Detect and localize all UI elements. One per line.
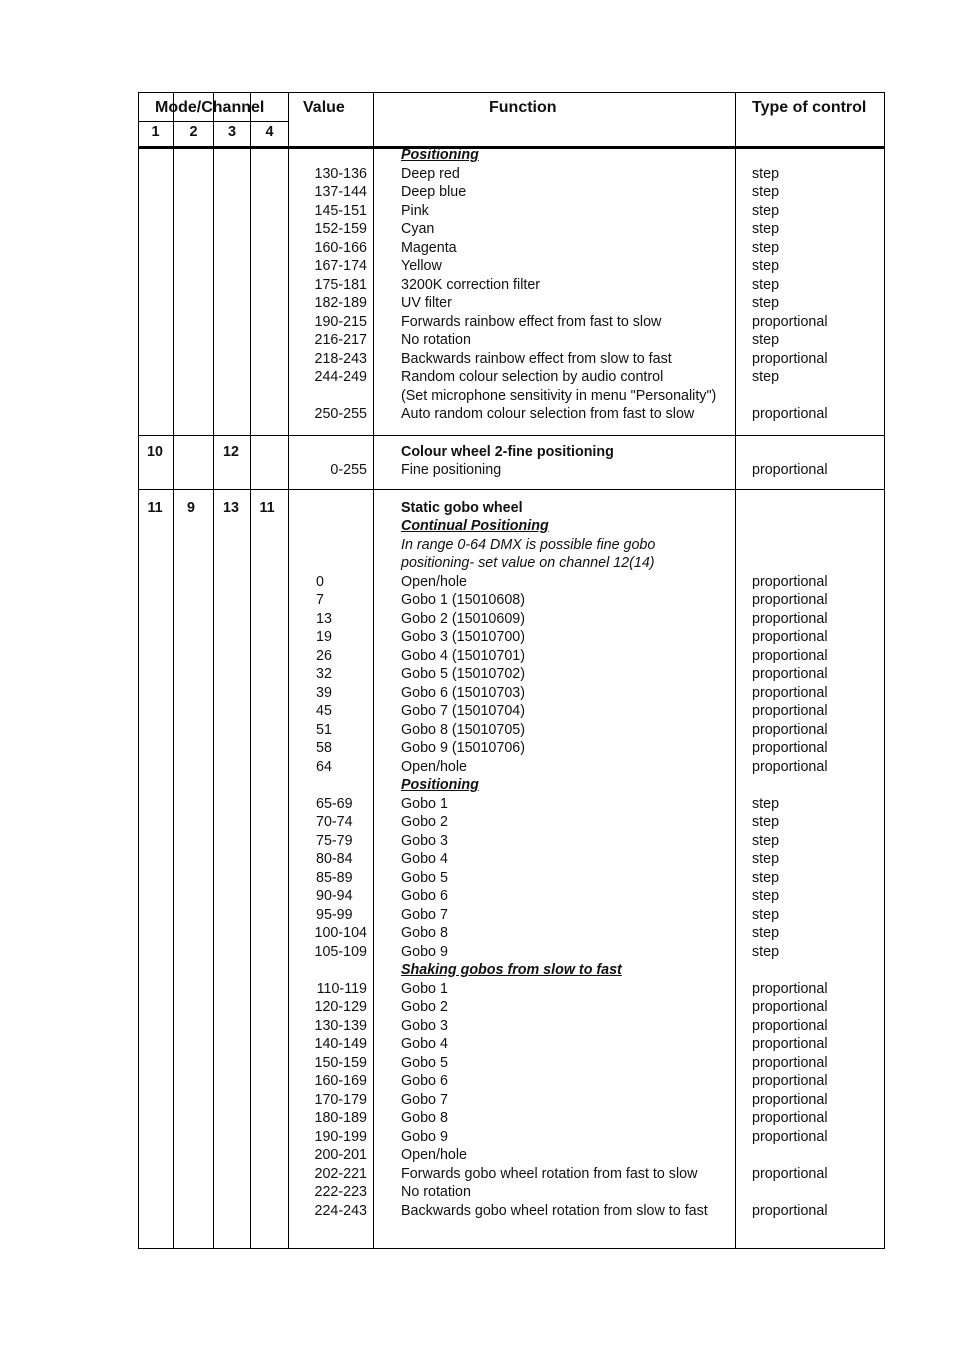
table-row xyxy=(0,702,954,721)
function-text: Gobo 2 xyxy=(401,814,448,830)
dmx-value: 58 xyxy=(316,740,332,756)
function-text: Gobo 7 (15010704) xyxy=(401,703,526,719)
function-text: Deep blue xyxy=(401,184,467,200)
channel-number: 10 xyxy=(147,443,163,460)
table-row xyxy=(0,146,954,165)
control-type: proportional xyxy=(752,573,828,590)
table-row xyxy=(0,536,954,555)
control-type: step xyxy=(752,295,780,311)
dmx-value: 100-104 xyxy=(314,925,367,941)
dmx-value: 26 xyxy=(316,647,332,664)
table-row xyxy=(0,943,954,962)
function-text: Positioning xyxy=(401,777,479,793)
table-row xyxy=(0,758,954,777)
table-row xyxy=(0,350,954,369)
control-type: step xyxy=(752,276,780,293)
function-text: Gobo 6 (15010703) xyxy=(401,684,526,701)
dmx-value: 130-139 xyxy=(314,1017,367,1034)
table-row xyxy=(0,405,954,424)
channel-number: 12 xyxy=(223,443,239,460)
table-row xyxy=(0,1128,954,1147)
function-text: Gobo 3 xyxy=(401,1017,448,1034)
header-mode-channel: Mode/Channel xyxy=(155,99,265,116)
dmx-value: 75-79 xyxy=(316,832,353,849)
dmx-value: 137-144 xyxy=(314,184,367,200)
control-type: step xyxy=(752,221,780,237)
control-type: proportional xyxy=(752,1036,828,1052)
table-row xyxy=(0,1072,954,1091)
dmx-value: 0 xyxy=(316,573,324,590)
function-text: positioning- set value on channel 12(14) xyxy=(401,555,655,571)
control-type: step xyxy=(752,851,780,867)
function-text: Open/hole xyxy=(401,1147,467,1163)
dmx-value: 182-189 xyxy=(314,295,367,311)
header-mode-4: 4 xyxy=(265,124,274,140)
dmx-value: 200-201 xyxy=(314,1147,367,1163)
function-text: Cyan xyxy=(401,221,435,237)
table-row xyxy=(0,239,954,258)
function-text: Gobo 9 xyxy=(401,943,448,960)
table-row xyxy=(0,850,954,869)
table-row xyxy=(0,443,954,462)
function-text: Positioning xyxy=(401,147,479,163)
function-text: Gobo 6 xyxy=(401,1073,448,1089)
control-type: proportional xyxy=(752,313,828,330)
control-type: step xyxy=(752,184,780,200)
control-type: step xyxy=(752,832,780,849)
dmx-value: 85-89 xyxy=(316,869,353,886)
dmx-value: 216-217 xyxy=(314,332,367,348)
control-type: step xyxy=(752,258,780,274)
table-row xyxy=(0,832,954,851)
dmx-value: 152-159 xyxy=(314,221,367,237)
function-text: Open/hole xyxy=(401,573,467,590)
function-text: Gobo 1 xyxy=(401,795,448,812)
function-text: Backwards rainbow effect from slow to fast xyxy=(401,350,672,367)
control-type: proportional xyxy=(752,1202,828,1219)
function-text: Gobo 4 (15010701) xyxy=(401,647,526,664)
header-value: Value xyxy=(303,99,345,116)
dmx-value: 180-189 xyxy=(314,1110,367,1126)
dmx-value: 190-199 xyxy=(314,1128,367,1145)
function-text: Gobo 2 (15010609) xyxy=(401,610,526,627)
control-type: step xyxy=(752,814,780,830)
control-type: proportional xyxy=(752,1073,828,1089)
channel-number: 11 xyxy=(259,499,275,516)
table-row xyxy=(0,610,954,629)
control-type: proportional xyxy=(752,1017,828,1034)
control-type: proportional xyxy=(752,610,828,627)
table-row xyxy=(0,906,954,925)
function-text: Fine positioning xyxy=(401,462,502,478)
control-type: proportional xyxy=(752,758,828,775)
function-text: Gobo 9 (15010706) xyxy=(401,740,526,756)
control-type: proportional xyxy=(752,703,828,719)
channel-number: 13 xyxy=(223,499,239,516)
control-type: step xyxy=(752,906,780,923)
dmx-value: 150-159 xyxy=(314,1054,367,1071)
table-row xyxy=(0,647,954,666)
table-row xyxy=(0,591,954,610)
control-type: proportional xyxy=(752,1054,828,1071)
function-text: Gobo 5 xyxy=(401,1054,448,1071)
table-row xyxy=(0,1109,954,1128)
table-row xyxy=(0,313,954,332)
table-row xyxy=(0,1054,954,1073)
table-row xyxy=(0,499,954,518)
table-row xyxy=(0,887,954,906)
table-row xyxy=(0,924,954,943)
dmx-value: 95-99 xyxy=(316,906,353,923)
control-type: proportional xyxy=(752,350,828,367)
function-text: No rotation xyxy=(401,1184,471,1200)
section-separator-1 xyxy=(138,435,885,436)
table-row xyxy=(0,573,954,592)
control-type: step xyxy=(752,869,780,886)
control-type: step xyxy=(752,332,780,348)
table-row xyxy=(0,1035,954,1054)
control-type: step xyxy=(752,202,780,219)
function-text: Magenta xyxy=(401,239,457,256)
table-row xyxy=(0,517,954,536)
table-row xyxy=(0,165,954,184)
function-text: Yellow xyxy=(401,258,442,274)
dmx-value: 70-74 xyxy=(316,814,353,830)
table-row xyxy=(0,665,954,684)
table-row xyxy=(0,1165,954,1184)
dmx-value: 64 xyxy=(316,758,332,775)
control-type: proportional xyxy=(752,629,828,645)
table-row xyxy=(0,980,954,999)
dmx-value: 13 xyxy=(316,610,332,627)
table-row xyxy=(0,998,954,1017)
control-type: proportional xyxy=(752,1091,828,1108)
control-type: proportional xyxy=(752,647,828,664)
table-row xyxy=(0,294,954,313)
function-text: Gobo 4 xyxy=(401,851,448,867)
table-row xyxy=(0,739,954,758)
table-row xyxy=(0,257,954,276)
function-text: Shaking gobos from slow to fast xyxy=(401,962,622,978)
dmx-value: 244-249 xyxy=(314,369,367,385)
function-text: Gobo 7 xyxy=(401,906,448,923)
dmx-value: 160-166 xyxy=(314,239,367,256)
function-text: Colour wheel 2-fine positioning xyxy=(401,443,614,460)
function-text: Gobo 5 (15010702) xyxy=(401,666,526,682)
dmx-value: 120-129 xyxy=(314,999,367,1015)
dmx-value: 140-149 xyxy=(314,1036,367,1052)
table-row xyxy=(0,628,954,647)
dmx-value: 145-151 xyxy=(314,202,367,219)
function-text: Gobo 5 xyxy=(401,869,448,886)
table-row xyxy=(0,461,954,480)
table-row xyxy=(0,331,954,350)
table-row xyxy=(0,183,954,202)
function-text: Gobo 7 xyxy=(401,1091,448,1108)
dmx-value: 167-174 xyxy=(314,258,367,274)
function-text: UV filter xyxy=(401,295,452,311)
control-type: proportional xyxy=(752,740,828,756)
function-text: Forwards gobo wheel rotation from fast to slow xyxy=(401,1165,698,1182)
dmx-value: 51 xyxy=(316,721,332,738)
dmx-value: 218-243 xyxy=(314,350,367,367)
function-text: Gobo 8 xyxy=(401,925,448,941)
control-type: step xyxy=(752,239,780,256)
control-type: proportional xyxy=(752,592,828,608)
function-text: Gobo 3 (15010700) xyxy=(401,629,526,645)
table-row xyxy=(0,276,954,295)
function-text: Gobo 8 (15010705) xyxy=(401,721,526,738)
function-text: Auto random colour selection from fast to slow xyxy=(401,406,695,422)
channel-number: 11 xyxy=(147,499,163,516)
function-text: Gobo 9 xyxy=(401,1128,448,1145)
table-row xyxy=(0,795,954,814)
function-text: Backwards gobo wheel rotation from slow to fast xyxy=(401,1202,708,1219)
control-type: proportional xyxy=(752,1128,828,1145)
table-row xyxy=(0,813,954,832)
table-row xyxy=(0,1091,954,1110)
dmx-value: 0-255 xyxy=(330,462,367,478)
section-separator-2 xyxy=(138,489,885,490)
control-type: step xyxy=(752,165,780,182)
function-text: Gobo 6 xyxy=(401,888,448,904)
control-type: proportional xyxy=(752,1110,828,1126)
function-text: Gobo 2 xyxy=(401,999,448,1015)
control-type: proportional xyxy=(752,721,828,738)
dmx-value: 175-181 xyxy=(314,276,367,293)
table-row xyxy=(0,220,954,239)
header-type: Type of control xyxy=(752,99,867,116)
dmx-value: 170-179 xyxy=(314,1091,367,1108)
table-row xyxy=(0,1183,954,1202)
control-type: step xyxy=(752,795,780,812)
function-text: Continual Positioning xyxy=(401,518,549,534)
dmx-value: 224-243 xyxy=(314,1202,367,1219)
control-type: proportional xyxy=(752,999,828,1015)
table-row xyxy=(0,554,954,573)
function-text: Gobo 4 xyxy=(401,1036,448,1052)
dmx-value: 190-215 xyxy=(314,313,367,330)
control-type: proportional xyxy=(752,980,828,997)
table-row xyxy=(0,1202,954,1221)
function-text: Gobo 1 xyxy=(401,980,448,997)
dmx-value: 105-109 xyxy=(314,943,367,960)
function-text: Gobo 1 (15010608) xyxy=(401,592,526,608)
header-mode-2: 2 xyxy=(189,124,198,140)
dmx-value: 222-223 xyxy=(314,1184,367,1200)
control-type: step xyxy=(752,888,780,904)
control-type: proportional xyxy=(752,406,828,422)
dmx-value: 7 xyxy=(316,592,324,608)
table-row xyxy=(0,1017,954,1036)
table-row xyxy=(0,387,954,406)
table-row xyxy=(0,202,954,221)
control-type: proportional xyxy=(752,462,828,478)
function-text: Deep red xyxy=(401,165,460,182)
function-text: Open/hole xyxy=(401,758,467,775)
control-type: proportional xyxy=(752,1165,828,1182)
control-type: proportional xyxy=(752,684,828,701)
control-type: step xyxy=(752,925,780,941)
dmx-value: 32 xyxy=(316,666,332,682)
header-function: Function xyxy=(489,99,557,116)
dmx-value: 39 xyxy=(316,684,332,701)
dmx-value: 45 xyxy=(316,703,332,719)
header-mode-3: 3 xyxy=(227,124,237,140)
function-text: 3200K correction filter xyxy=(401,276,541,293)
function-text: No rotation xyxy=(401,332,471,348)
function-text: (Set microphone sensitivity in menu "Personality") xyxy=(401,387,717,404)
table-row xyxy=(0,684,954,703)
table-row xyxy=(0,1146,954,1165)
function-text: Gobo 3 xyxy=(401,832,448,849)
dmx-value: 130-136 xyxy=(314,165,367,182)
dmx-value: 19 xyxy=(316,629,332,645)
header-mode-1: 1 xyxy=(151,124,160,140)
table-row xyxy=(0,721,954,740)
control-type: step xyxy=(752,943,780,960)
function-text: Static gobo wheel xyxy=(401,499,523,516)
table-row xyxy=(0,368,954,387)
function-text: Pink xyxy=(401,202,429,219)
function-text: In range 0-64 DMX is possible fine gobo xyxy=(401,536,656,553)
table-row xyxy=(0,961,954,980)
dmx-value: 160-169 xyxy=(314,1073,367,1089)
function-text: Gobo 8 xyxy=(401,1110,448,1126)
table-row xyxy=(0,869,954,888)
control-type: proportional xyxy=(752,666,828,682)
control-type: step xyxy=(752,369,780,385)
dmx-value: 110-119 xyxy=(316,980,367,997)
channel-number: 9 xyxy=(187,499,195,516)
dmx-value: 65-69 xyxy=(316,795,353,812)
dmx-value: 250-255 xyxy=(314,406,367,422)
header-sub-line xyxy=(138,121,288,122)
dmx-value: 202-221 xyxy=(314,1165,367,1182)
dmx-value: 90-94 xyxy=(316,888,353,904)
function-text: Forwards rainbow effect from fast to slow xyxy=(401,313,662,330)
dmx-value: 80-84 xyxy=(316,851,353,867)
function-text: Random colour selection by audio control xyxy=(401,369,664,385)
table-row xyxy=(0,776,954,795)
